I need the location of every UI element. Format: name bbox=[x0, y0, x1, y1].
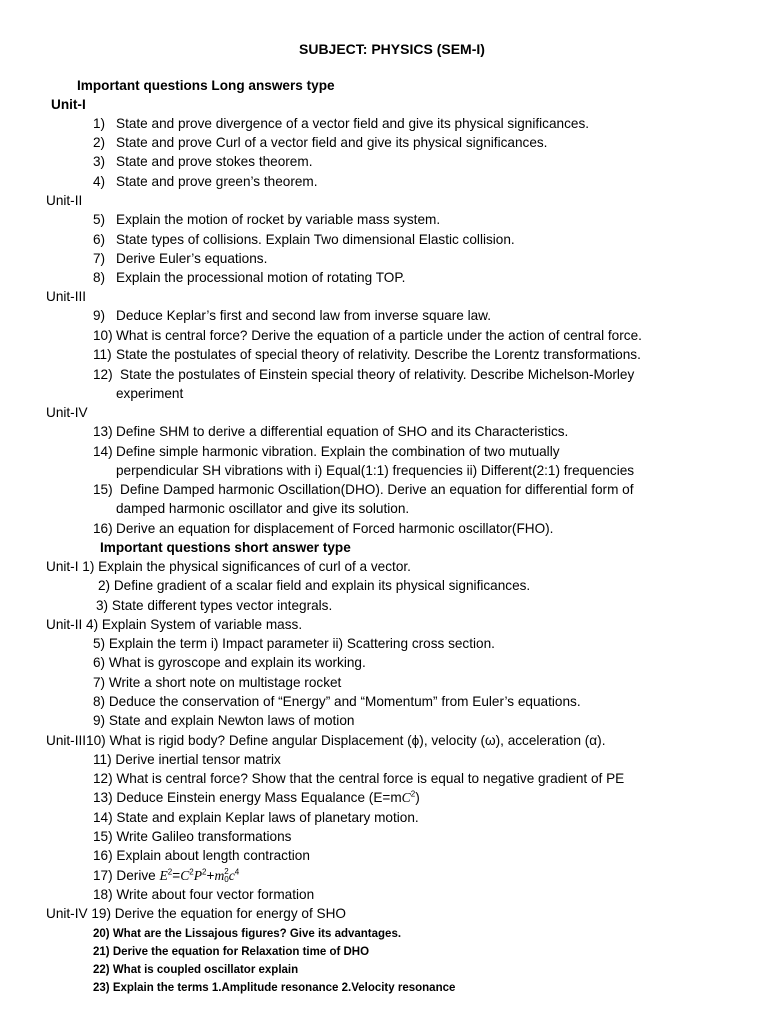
long-question-9: 9) bbox=[93, 308, 106, 323]
short-question-8: 8) Deduce the conservation of “Energy” and “Momentum” from Euler’s equations. bbox=[93, 694, 581, 709]
long-question-12-text: State the postulates of Einstein special theory of relativity. Describe Michelson-Morley bbox=[120, 367, 635, 382]
short-question-20: 20) What are the Lissajous figures? Give its advantages. bbox=[93, 928, 402, 940]
long-question-4-text: State and prove green’s theorem. bbox=[116, 174, 318, 189]
long-question-7: 7) bbox=[93, 251, 106, 266]
long-question-16-text: Derive an equation for displacement of Forced harmonic oscillator(FHO). bbox=[116, 521, 554, 536]
short-question-23: 23) Explain the terms 1.Amplitude resonance 2.Velocity resonance bbox=[93, 982, 456, 994]
long-question-5: 5) bbox=[93, 212, 106, 227]
unit-heading-4: Unit-IV bbox=[46, 405, 88, 420]
short-question-12: 12) What is central force? Show that the central force is equal to negative gradient of PE bbox=[93, 771, 625, 786]
short-question-3: 3) State different types vector integrals. bbox=[96, 598, 333, 613]
short-question-21: 21) Derive the equation for Relaxation time of DHO bbox=[93, 946, 370, 958]
long-question-10-text: What is central force? Derive the equation of a particle under the action of central force. bbox=[116, 328, 642, 343]
energy-momentum-equation: $E^2=C^2P^2+m$ 2 0 $c^4$ bbox=[159, 867, 240, 885]
short-question-18: 18) Write about four vector formation bbox=[93, 887, 315, 902]
long-question-13-text: Define SHM to derive a differential equation of SHO and its Characteristics. bbox=[116, 424, 569, 439]
short-question-19: Unit-IV 19) Derive the equation for energy of SHO bbox=[46, 906, 346, 921]
equation-c: C bbox=[401, 790, 411, 805]
unit-heading-1: Unit-I bbox=[51, 97, 86, 112]
long-question-7-text: Derive Euler’s equations. bbox=[116, 251, 268, 266]
short-question-10: Unit-III10) What is rigid body? Define angular Displacement (ϕ), velocity (ω), acceleration (α). bbox=[46, 733, 606, 748]
unit-heading-3: Unit-III bbox=[46, 289, 87, 304]
short-question-7: 7) Write a short note on multistage rocket bbox=[93, 675, 342, 690]
short-question-9: 9) State and explain Newton laws of motion bbox=[93, 713, 355, 728]
long-question-14: 14) bbox=[93, 444, 113, 459]
short-question-14: 14) State and explain Keplar laws of planetary motion. bbox=[93, 810, 419, 825]
unit-heading-2: Unit-II bbox=[46, 193, 83, 208]
short-question-16: 16) Explain about length contraction bbox=[93, 848, 310, 863]
long-question-3: 3) bbox=[93, 154, 106, 169]
long-question-10: 10) bbox=[93, 328, 113, 343]
long-question-13: 13) bbox=[93, 424, 113, 439]
long-question-12-text-cont: experiment bbox=[116, 386, 184, 401]
long-question-11-text: State the postulates of special theory of relativity. Describe the Lorentz transformations. bbox=[116, 347, 641, 362]
long-question-5-text: Explain the motion of rocket by variable mass system. bbox=[116, 212, 441, 227]
long-question-15: 15) bbox=[93, 482, 113, 497]
long-question-15-text-cont: damped harmonic oscillator and give its solution. bbox=[116, 501, 410, 516]
long-question-1: 1) bbox=[93, 116, 106, 131]
equation-exponent: 2 bbox=[410, 789, 416, 799]
long-question-12: 12) bbox=[93, 367, 113, 382]
short-question-22: 22) What is coupled oscillator explain bbox=[93, 964, 299, 976]
long-question-3-text: State and prove stokes theorem. bbox=[116, 154, 313, 169]
long-question-6: 6) bbox=[93, 232, 106, 247]
short-question-17: 17) Derive $E^2=C^2P^2+m$ 2 0 $c^4$ bbox=[93, 867, 240, 885]
long-question-8: 8) bbox=[93, 270, 106, 285]
short-question-5: 5) Explain the term i) Impact parameter ii) Scattering cross section. bbox=[93, 636, 495, 651]
long-question-15-text: Define Damped harmonic Oscillation(DHO). Derive an equation for differential form of bbox=[120, 482, 634, 497]
short-question-6: 6) What is gyroscope and explain its working. bbox=[93, 655, 366, 670]
long-question-8-text: Explain the processional motion of rotating TOP. bbox=[116, 270, 406, 285]
long-question-6-text: State types of collisions. Explain Two dimensional Elastic collision. bbox=[116, 232, 515, 247]
long-question-9-text: Deduce Keplar’s first and second law from inverse square law. bbox=[116, 308, 492, 323]
short-question-4: Unit-II 4) Explain System of variable mass. bbox=[46, 617, 303, 632]
long-answers-heading: Important questions Long answers type bbox=[77, 78, 335, 93]
short-question-2: 2) Define gradient of a scalar field and explain its physical significances. bbox=[98, 578, 531, 593]
long-question-11: 11) bbox=[93, 347, 112, 362]
long-question-2-text: State and prove Curl of a vector field and give its physical significances. bbox=[116, 135, 548, 150]
long-question-1-text: State and prove divergence of a vector field and give its physical significances. bbox=[116, 116, 590, 131]
short-question-13: 13) Deduce Einstein energy Mass Equalance $(E=mC^2)$ bbox=[93, 789, 420, 805]
short-answers-heading: Important questions short answer type bbox=[100, 540, 351, 555]
long-question-14-text: Define simple harmonic vibration. Explain the combination of two mutually bbox=[116, 444, 560, 459]
page-title: SUBJECT: PHYSICS (SEM-I) bbox=[299, 41, 485, 57]
short-question-11: 11) Derive inertial tensor matrix bbox=[93, 752, 281, 767]
long-question-14-text-cont: perpendicular SH vibrations with i) Equal(1:1) frequencies ii) Different(2:1) frequencies bbox=[116, 463, 635, 478]
long-question-4: 4) bbox=[93, 174, 106, 189]
short-question-1: Unit-I 1) Explain the physical significances of curl of a vector. bbox=[46, 559, 411, 574]
long-question-2: 2) bbox=[93, 135, 106, 150]
long-question-16: 16) bbox=[93, 521, 113, 536]
short-question-15: 15) Write Galileo transformations bbox=[93, 829, 292, 844]
